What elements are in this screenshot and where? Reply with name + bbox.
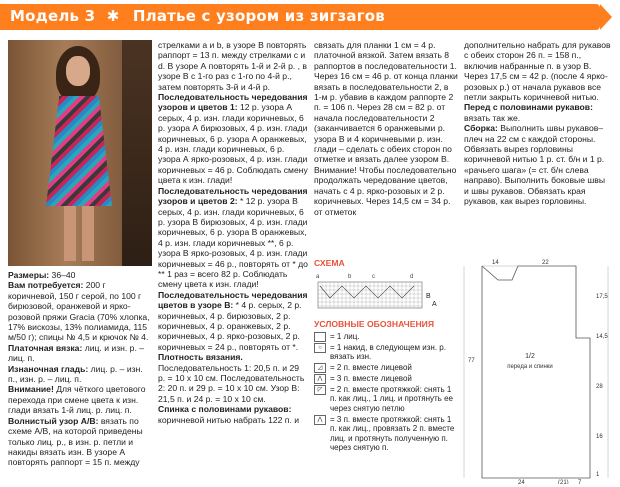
col1-bold: Внимание! <box>8 384 54 395</box>
pattern-diagram <box>458 258 616 484</box>
col1-text: Для чёткого цветового перехода при смене цвета к изн. глади вязать 1-й лиц. р. лиц. п. <box>8 384 146 416</box>
label-21: (21) <box>558 480 569 484</box>
legend-item <box>314 343 458 362</box>
col1-text: вязать по схеме А/В, на которой приведены только лиц. р., в изн. р. петли и накиды вязать изн. В узоре А повторять раппорт = 15 п. между <box>8 415 143 468</box>
label-17-5: 17,5 <box>596 294 608 300</box>
col1-bold: Изнаночная гладь: <box>8 363 89 374</box>
column-3 <box>314 40 458 217</box>
col4-paragraph <box>464 102 612 123</box>
zigzag-dress <box>46 96 112 206</box>
legend-symbol-icon: ⋀ <box>314 374 326 384</box>
col4-text: вязать так же. <box>464 112 521 123</box>
legend-text: = 2 п. вместе лицевой <box>330 362 412 372</box>
label-14: 14 <box>492 260 499 266</box>
legs <box>64 206 94 261</box>
legend-text: = 2 п. вместе протяжкой: снять 1 п. как лиц., 1 лиц. и протянуть ее через снятую петлю <box>330 384 453 413</box>
header <box>0 0 620 34</box>
col1-text: лиц. и изн. р. – лиц. п. <box>8 342 144 364</box>
col2-paragraph <box>158 404 308 425</box>
label-28: 28 <box>596 384 603 390</box>
col4-bold: Перед с половинами рукавов: <box>464 102 593 113</box>
legend-item <box>314 332 458 342</box>
col2-text: Последовательность 1: 20,5 п. и 29 р. = 10 х 10 см. Последовательность 2: 20 п. и 29 р. = 10 х 10 см. Узор В: 21,5 п. и 24 р. = 10 х 10 см. <box>158 362 305 404</box>
dress-title: Платье с узором из зигзагов <box>132 7 385 25</box>
legend-item <box>314 415 458 453</box>
col1-paragraph <box>8 343 152 364</box>
column-2 <box>158 40 308 425</box>
col4-paragraph <box>464 123 612 206</box>
model-label: Модель 3 <box>10 7 96 25</box>
col2-bold: Последовательность чередования цветов в узоре В: <box>158 289 308 311</box>
col1-text: лиц. р. – изн. п., изн. р. – лиц. п. <box>8 363 143 385</box>
col2-bold: Последовательность чередования узоров и цветов 2: <box>158 185 308 207</box>
legend <box>314 320 458 454</box>
schema-chart <box>314 258 458 320</box>
col2-paragraph <box>158 40 308 92</box>
col1-text: 200 г коричневой, 150 г серой, по 100 г бирюзовой, оранжевой и ярко-розовой пряжи Gracia (70% хлопка, 17% вискозы, 13% полиамида, 115 м/50 г); спицы № 4,5 и крючок № 4. <box>8 280 150 343</box>
col4-text: дополнительно набрать для рукавов с обеих сторон 26 п. = 158 п., включив набранные п. в узор В. Через 17,5 см = 42 р. (после 4 ярко-розовых р.) от начала рукавов все петли закрыть коричневой нитью. <box>464 40 611 103</box>
schema-grid <box>314 268 458 320</box>
mark-B: B <box>426 293 431 300</box>
col4-bold: Сборка: <box>464 123 498 134</box>
col1-paragraph <box>8 364 152 385</box>
legend-symbol-icon: ○ <box>314 343 326 353</box>
label-7: 7 <box>578 480 582 484</box>
col3-text: связать для планки 1 см = 4 р. платочной вязкой. Затем вязать 8 раппортов в последовательности 1. Через 16 см = 46 р. от конца планки вязать в последовательности 2, в 1-м р. убавив в каждом раппорте 2 п. = 106 п. Через 28 см = 82 р. от начала последовательности 2 (заканчивается 6 оранжевыми р. узора В и 4 коричневыми р. изн. глади – сделать с обеих сторон по отметке и вязать далее узором В. Внимание! Чтобы последовательно продолжать чередование цветов, начать с 4 р. ярко-розовых и 2 р. коричневых. Через 14,5 см = 34 р. от отметок <box>314 40 458 217</box>
column-4 <box>464 40 612 207</box>
col2-paragraph <box>158 290 308 352</box>
star-icon: ✱ <box>106 7 120 25</box>
legend-symbol-icon: ◸ <box>314 385 326 395</box>
label-14-5: 14,5 <box>596 334 608 340</box>
col2-text: * 12 р. узора В серых, 4 р. изн. глади коричневых, 6 р. узора В бирюзовых, 4 р. изн. глади коричневых, 6 р. узора В оранжевых, 4 р. изн. глади коричневых **, 6 р. узора В ярко-розовых, 4 р. изн. глади коричневых = 46 р., повторять от * до ** 1 раз = всего 82 р. Соблюдать смену цвета к изн. глади! <box>158 196 308 290</box>
legend-text: = 1 накид, в следующем изн. р. вязать изн. <box>330 342 446 362</box>
col2-text: коричневой нитью набрать 122 п. и <box>158 414 300 425</box>
col2-bold: Спинка с половинами рукавов: <box>158 404 292 415</box>
door <box>122 40 152 266</box>
col1-paragraph <box>8 384 152 415</box>
col1-paragraph <box>8 270 152 280</box>
col2-bold: Плотность вязания. <box>158 352 243 363</box>
legend-symbol-icon: ⋀ <box>314 415 326 425</box>
col1-paragraph <box>8 280 152 342</box>
label-77: 77 <box>468 358 475 364</box>
col1-bold: Размеры: <box>8 270 50 280</box>
col2-paragraph <box>158 186 308 290</box>
label-16: 16 <box>596 434 603 440</box>
column-1 <box>8 270 152 468</box>
col2-bold: Последовательность чередования узоров и цветов 1: <box>158 92 308 113</box>
col1-bold: Волнистый узор А/В: <box>8 415 99 426</box>
legend-text: = 3 п. вместе лицевой <box>330 373 412 383</box>
col4-text: Выполнить швы рукавов–плеч на 22 см с каждой стороны. Обвязать вырез горловины коричневой нитью 1 р. ст. б/н и 1 р. «рачьего шага» (= ст. б/н слева направо). Выполнить боковые швы и швы рукавов. Обвязать края рукавов, как вырез горловины. <box>464 123 606 207</box>
header-title <box>10 7 385 25</box>
legend-title: УСЛОВНЫЕ ОБОЗНАЧЕНИЯ <box>314 319 435 329</box>
col2-text: * 4 р. серых, 2 р. коричневых, 4 р. бирюзовых, 2 р. коричневых, 4 р. оранжевых, 2 р. коричневых, 4 р. ярко-розовых, 2 р. коричневых = 24 р., повторять от *. <box>158 300 302 352</box>
legend-item <box>314 374 458 384</box>
schema-label: СХЕМА <box>314 258 345 268</box>
mark-a: a <box>316 274 320 280</box>
col4-paragraph <box>464 40 612 102</box>
col2-paragraph <box>158 92 308 186</box>
col2-text: стрелками а и b, в узоре В повторять раппорт = 13 п. между стрелками с и d. В узоре А повторять 1-й и 2-й р. , в узоре В с 1-го раз с 1-го по 4-й р., затем повторять 3-й и 4-й р. <box>158 40 307 92</box>
legend-symbol-icon <box>314 332 326 342</box>
pattern-center-sub: переда и спинки <box>507 364 553 370</box>
mark-c: c <box>372 274 375 280</box>
legend-item <box>314 385 458 414</box>
legend-text: = 3 п. вместе протяжкой: снять 1 п. как лиц., провязать 2 п. вместе лиц. и протянуть полученную п. через снятую п. <box>330 414 455 453</box>
legend-text: = 1 лиц. <box>330 331 360 341</box>
dress-photo <box>8 40 152 266</box>
mark-d: d <box>410 274 414 280</box>
face <box>66 56 90 86</box>
legend-symbol-icon: ◿ <box>314 363 326 373</box>
pattern-center-title: 1/2 <box>525 353 535 360</box>
col2-text: 12 р. узора А серых, 4 р. изн. глади коричневых, 6 р. узора А бирюзовых, 4 р. изн. глади коричневых, 6 р. узора А оранжевых, 4 р. изн. глади коричневых, 6 р. узора А ярко-розовых, 4 р. изн. глади коричневых = 46 р. Соблюдать смену цвета к изн. глади! <box>158 102 308 186</box>
mark-A: A <box>432 301 437 308</box>
col1-bold: Платочная вязка: <box>8 342 83 353</box>
legend-item <box>314 363 458 373</box>
label-1: 1 <box>596 472 600 478</box>
col1-text: 36–40 <box>49 270 76 280</box>
label-24: 24 <box>518 480 525 484</box>
col1-paragraph <box>8 416 152 468</box>
col3-paragraph <box>314 40 458 217</box>
mark-b: b <box>348 274 352 280</box>
col1-bold: Вам потребуется: <box>8 280 84 291</box>
label-22: 22 <box>542 260 549 266</box>
col2-paragraph <box>158 352 308 404</box>
